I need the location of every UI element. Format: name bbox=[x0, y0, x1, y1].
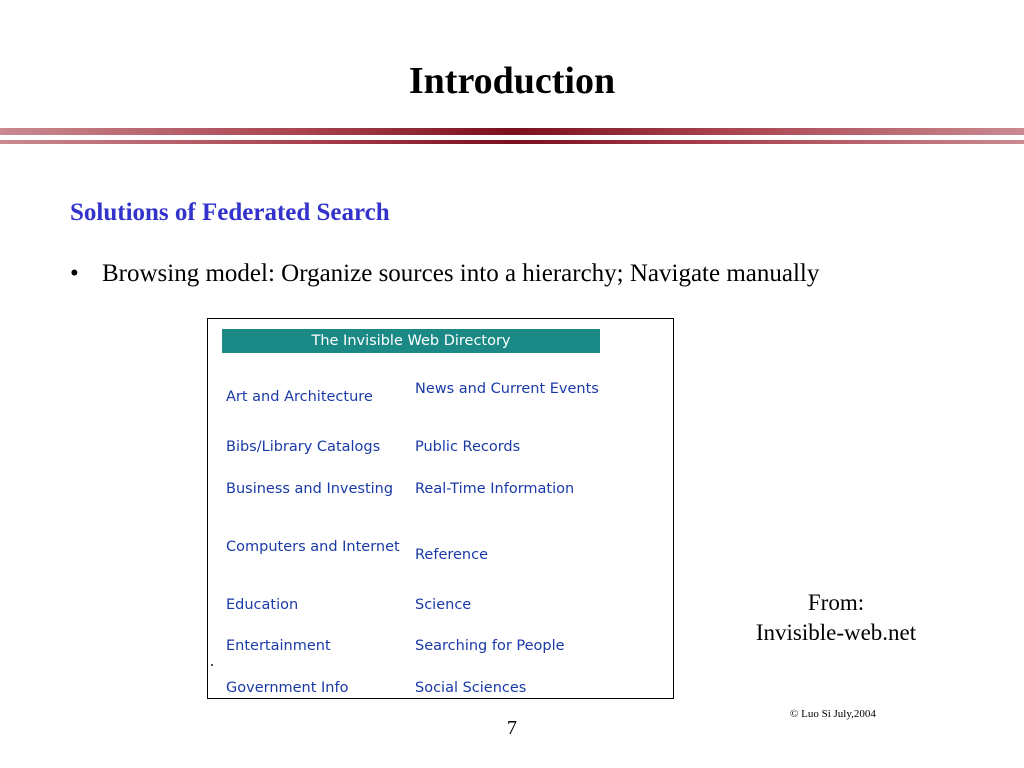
directory-link-science[interactable]: Science bbox=[415, 597, 472, 613]
directory-link-social-sciences[interactable]: Social Sciences bbox=[415, 680, 527, 696]
directory-link-real-time-information[interactable]: Real-Time Information bbox=[415, 481, 575, 497]
bullet-glyph: • bbox=[70, 260, 79, 287]
directory-link-reference[interactable]: Reference bbox=[415, 547, 489, 563]
bullet-text: Browsing model: Organize sources into a hierarchy; Navigate manually bbox=[102, 260, 820, 287]
directory-link-searching-for-people[interactable]: Searching for People bbox=[415, 638, 565, 654]
source-attribution bbox=[728, 588, 944, 648]
page-number: 7 bbox=[507, 717, 517, 739]
directory-link-public-records[interactable]: Public Records bbox=[415, 439, 521, 455]
directory-link-business-and-investing[interactable]: Business and Investing bbox=[226, 481, 394, 497]
directory-link-bibs-library-catalogs[interactable]: Bibs/Library Catalogs bbox=[226, 439, 381, 455]
directory-link-computers-and-internet[interactable]: Computers and Internet bbox=[226, 539, 400, 555]
invisible-web-directory-screenshot bbox=[207, 318, 674, 699]
directory-link-education[interactable]: Education bbox=[226, 597, 299, 613]
stray-dot bbox=[211, 664, 213, 666]
slide-title: Introduction bbox=[408, 60, 616, 102]
source-name: Invisible-web.net bbox=[755, 620, 917, 645]
source-label: From: bbox=[807, 590, 865, 615]
title-divider-band-bottom bbox=[0, 140, 1024, 144]
directory-header: The Invisible Web Directory bbox=[222, 329, 600, 353]
directory-link-art-and-architecture[interactable]: Art and Architecture bbox=[226, 389, 373, 405]
bullet-item bbox=[70, 258, 819, 290]
section-subtitle: Solutions of Federated Search bbox=[70, 199, 390, 226]
title-divider-band-top bbox=[0, 128, 1024, 135]
copyright-footer: © Luo Si July,2004 bbox=[790, 708, 876, 720]
directory-link-news-and-current-events[interactable]: News and Current Events bbox=[415, 381, 599, 397]
directory-link-government-info[interactable]: Government Info bbox=[226, 680, 349, 696]
directory-link-entertainment[interactable]: Entertainment bbox=[226, 638, 331, 654]
